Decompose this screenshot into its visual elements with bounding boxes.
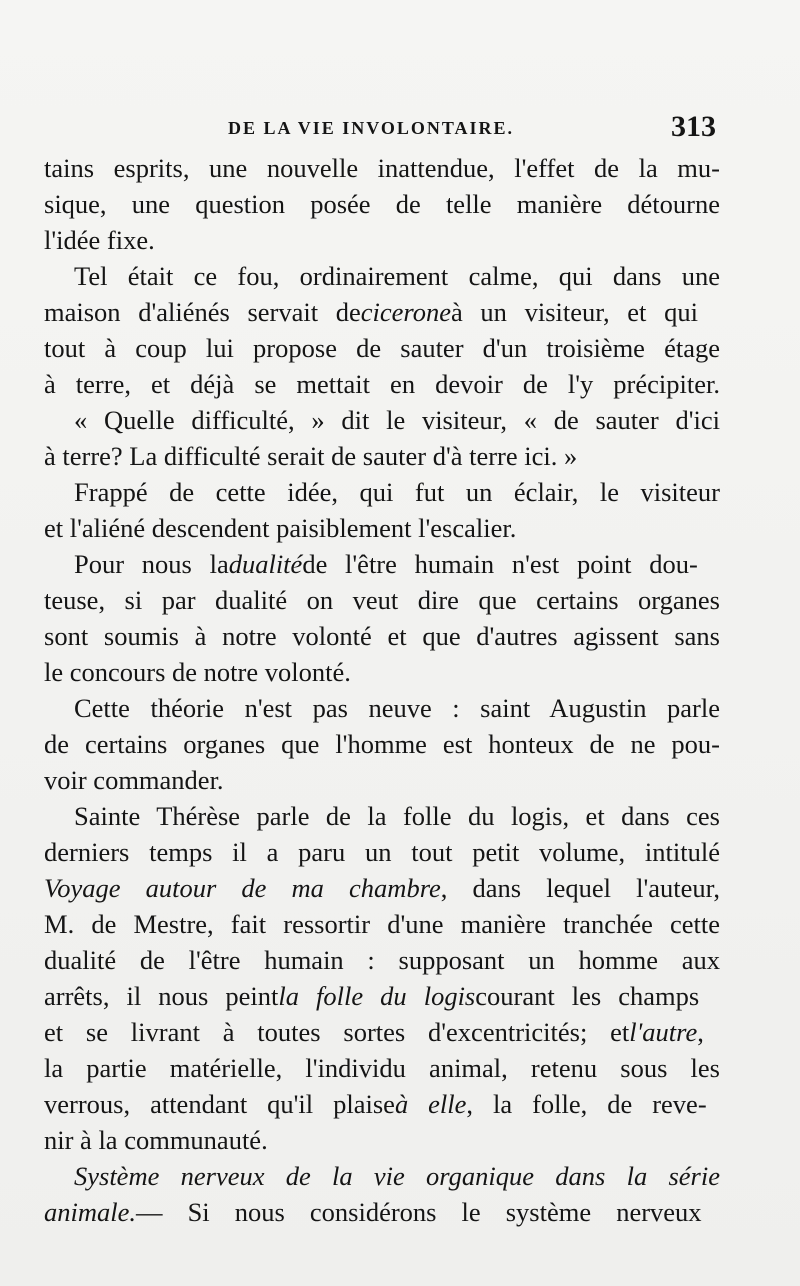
text-line: Pour nous ladualitéde l'être humain n'est point dou- [74, 549, 698, 579]
text-line: verrous, attendant qu'il plaiseà elle, la folle, de reve- [44, 1089, 707, 1119]
text-line: Voyage autour de ma chambre, dans lequel l'auteur, [44, 873, 720, 903]
section-heading-line: Système nerveux de la vie organique dans la série [74, 1161, 720, 1191]
text-line: M. de Mestre, fait ressortir d'une manière tranchée cette [44, 909, 720, 939]
text-line: « Quelle difficulté, » dit le visiteur, « de sauter d'ici [74, 405, 720, 435]
text-line: tout à coup lui propose de sauter d'un troisième étage [44, 333, 720, 363]
text-line: sont soumis à notre volonté et que d'autres agissent sans [44, 621, 720, 651]
text-line: l'idée fixe. [44, 225, 155, 255]
running-title: DE LA VIE INVOLONTAIRE. [228, 118, 515, 138]
text-line: et l'aliéné descendent paisiblement l'escalier. [44, 513, 517, 543]
text-line: sique, une question posée de telle manière détourne [44, 189, 720, 219]
page-header [40, 110, 716, 150]
text-line: à terre? La difficulté serait de sauter d'à terre ici. » [44, 441, 578, 471]
text-line: de certains organes que l'homme est honteux de ne pou- [44, 729, 720, 759]
text-line: Cette théorie n'est pas neuve : saint Augustin parle [74, 693, 720, 723]
text-line: à terre, et déjà se mettait en devoir de l'y précipiter. [44, 369, 720, 399]
text-line: et se livrant à toutes sortes d'excentricités; etl'autre, [44, 1017, 704, 1047]
text-line: la partie matérielle, l'individu animal, retenu sous les [44, 1053, 720, 1083]
page-number: 313 [671, 110, 716, 143]
text-line: voir commander. [44, 765, 224, 795]
text-line: derniers temps il a paru un tout petit volume, intitulé [44, 837, 720, 867]
text-line: dualité de l'être humain : supposant un homme aux [44, 945, 720, 975]
text-line: Tel était ce fou, ordinairement calme, qui dans une [74, 261, 720, 291]
body-text [44, 150, 720, 1230]
text-line: nir à la communauté. [44, 1125, 268, 1155]
text-line: Sainte Thérèse parle de la folle du logis, et dans ces [74, 801, 720, 831]
text-line: tains esprits, une nouvelle inattendue, l'effet de la mu- [44, 153, 720, 183]
text-line: Frappé de cette idée, qui fut un éclair, le visiteur [74, 477, 720, 507]
text-line: le concours de notre volonté. [44, 657, 351, 687]
text-line: teuse, si par dualité on veut dire que certains organes [44, 585, 720, 615]
text-line: arrêts, il nous peintla folle du logiscourant les champs [44, 981, 700, 1011]
text-line: maison d'aliénés servait deciceroneà un visiteur, et qui [44, 297, 698, 327]
text-line: animale.— Si nous considérons le système nerveux [44, 1197, 702, 1227]
